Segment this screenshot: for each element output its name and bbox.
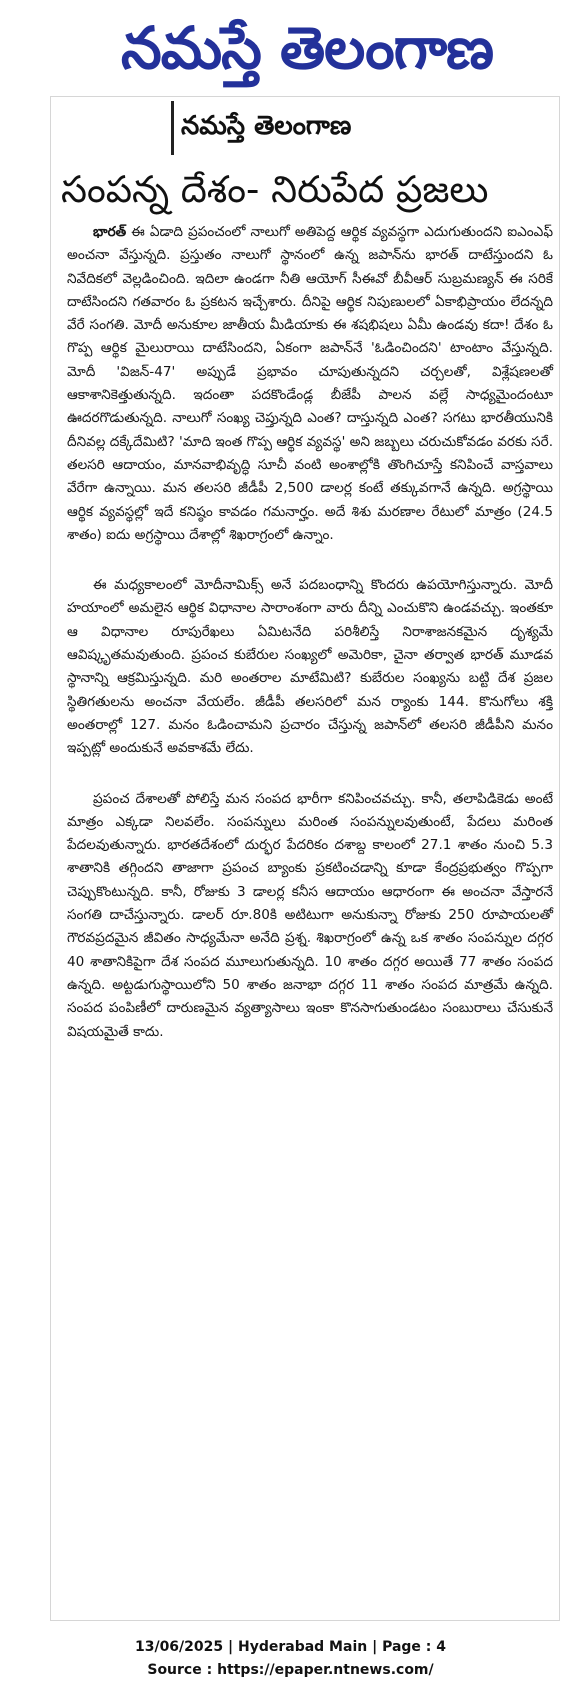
article-paragraph-3: ప్రపంచ దేశాలతో పోలిస్తే మన సంపద భారీగా కనిపించవచ్చు. కానీ, తలాపిడికెడు అంటే మాత్రం ఎక్కడా నిలవలేం. సంపన్నులు మరింత సంపన్నులవుతుంటే, పేదలు మరింత పేదలవుతున్నారు. భారతదేశంలో దుర్భర పేదరికం దశాబ్ద కాలంలో 27.1 శాతం నుంచి 5.3 శాతానికి తగ్గిందని తాజాగా ప్రపంచ బ్యాంకు ప్రకటించడాన్ని కూడా కేంద్రప్రభుత్వం గొప్పగా చెప్పుకొంటున్నది. కానీ, రోజుకు 3 డాలర్ల కనీస ఆదాయం ఆధారంగా ఈ అంచనా వేస్తారనే సంగతి దాచేస్తున్నారు. డాలర్ రూ.80కి అటిటుగా అనుకున్నా రోజుకు 250 రూపాయలతో గౌరవప్రదమైన జీవితం సాధ్యమేనా అనేది ప్రశ్న. శిఖరాగ్రంలో ఉన్న ఒక శాతం సంపన్నుల దగ్గర 40 శాతానికిపైగా దేశ సంపద మూలుగుతున్నది. 10 శాతం దగ్గర అయితే 77 శాతం సంపద ఉన్నది. అట్టడుగుస్థాయిలోని 50 శాతం జనాభా దగ్గర 11 శాతం సంపద మాత్రమే ఉన్నది. సంపద పంపిణీలో దారుణమైన వ్యత్యాసాలు ఇంకా కొనసాగుతుండటం సంబురాలు చేసుకునే విషయమైతే కాదు. [67,790,553,1040]
article-body [67,221,553,1071]
source-link[interactable]: Source : https://epaper.ntnews.com/ [147,1662,434,1678]
lead-word: భారత్ [93,224,127,240]
article-headline: సంపన్న దేశం- నిరుపేద ప్రజలు [61,167,489,211]
article-paragraph-1 [67,221,553,547]
article-paragraph-2: ఈ మధ్యకాలంలో మోదీనామిక్స్ అనే పదబంధాన్ని కొందరు ఉపయోగిస్తున్నారు. మోదీ హయాంలో అమలైన ఆర్థిక విధానాల సారాంశంగా వారు దీన్ని ఎంచుకొని ఉండవచ్చు. ఇంతకూ ఆ విధానాల రూపురేఖలు ఏమిటనేది పరిశీలిస్తే నిరాశాజనకమైన దృశ్యమే ఆవిష్కృతమవుతుంది. ప్రపంచ కుబేరుల సంఖ్యలో అమెరికా, చైనా తర్వాత భారత్ మూడవ స్థానాన్ని ఆక్రమిస్తున్నది. మరి అంతరాల మాటేమిటి? కుబేరుల సంఖ్యను బట్టి దేశ ప్రజల స్థితిగతులను అంచనా వేయలేం. జీడీపీ తలసరిలో మన ర్యాంకు 144. కొనుగోలు శక్తి అంతరాల్లో 127. మనం ఓడించామని ప్రచారం చేస్తున్న జపాన్‌లో తలసరి జీడీపీని మనం ఇప్పట్లో అందుకునే అవకాశమే లేదు. [67,577,553,757]
clipping-logo: నమస్తే తెలంగాణ [181,111,352,141]
masthead-logo: నమస్తే తెలంగాణ [121,14,493,82]
paragraph-1-text: ఈ ఏడాది ప్రపంచంలో నాలుగో అతిపెద్ద ఆర్థిక వ్యవస్థగా ఎదుగుతుందని ఐఎంఎఫ్ అంచనా వేస్తున్నది. ప్రస్తుతం నాలుగో స్థానంలో ఉన్న జపాన్‌ను భారత్ దాటేస్తుందని ఓ నివేదికలో వెల్లడించింది. ఇదిలా ఉండగా నీతి ఆయోగ్ సీఈవో బీవీఆర్ సుబ్రమణ్యన్ ఈ సరికే దాటేసిందని గతవారం ఓ ప్రకటన ఇచ్చేశారు. దీనిపై ఆర్థిక నిపుణులలో ఏకాభిప్రాయం లేదన్నది వేరే సంగతి. మోదీ అనుకూల జాతీయ మీడియాకు ఈ శషభిషలు ఏమీ ఉండవు కదా! దేశం ఓ గొప్ప ఆర్థిక మైలురాయి దాటేసిందని, ఏకంగా జపాన్‌నే 'ఓడించిందని' టాంటాం వేస్తున్నది. మోదీ 'విజన్-47' అప్పుడే ప్రభావం చూపుతున్నదని చర్చలతో, విశ్లేషణలతో ఆకాశానికెత్తుతున్నది. ఇదంతా పదకొండేండ్ల బీజేపీ పాలన వల్లే సాధ్యమైందంటూ ఊదరగొడుతున్నది. నాలుగో సంఖ్య చెప్తున్నది ఎంత? దాస్తున్నది ఎంత? సగటు భారతీయునికి దీనివల్ల దక్కేదేమిటి? 'మాది ఇంత గొప్ప ఆర్థిక వ్యవస్థ' అని జబ్బలు చరుచుకోవడం వరకు సరే. తలసరి ఆదాయం, మానవాభివృద్ధి సూచీ వంటి అంశాల్లోకి తొంగిచూస్తే కనిపించే వాస్తవాలు వేరేగా ఉన్నాయి. మన తలసరి జీడీపీ 2,500 డాలర్ల కంటే తక్కువగానే ఉన్నది. అగ్రస్థాయి ఆర్థిక వ్యవస్థల్లో ఇదే కనిష్ఠం కావడం గమనార్హం. అదే శిశు మరణాల రేటులో మాత్రం (24.5 శాతం) ఐదు అగ్రస్థాయి దేశాల్లో శిఖరాగ్రంలో ఉన్నాం. [67,224,554,543]
article-clipping [50,96,560,1621]
logo-divider [171,101,174,155]
edition-info: 13/06/2025 | Hyderabad Main | Page : 4 [134,1639,447,1655]
